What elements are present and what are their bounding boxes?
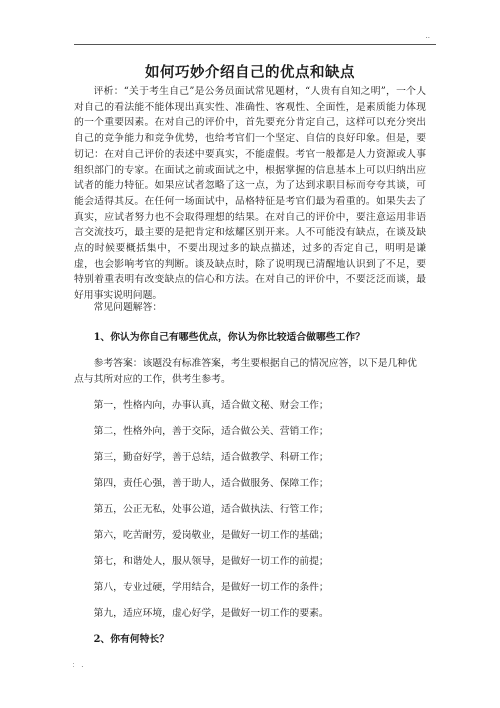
header-rule xyxy=(74,44,436,45)
list-item: 第五，公正无私，处事公道，适合做执法、行管工作； xyxy=(93,504,329,515)
list-item: 第四，责任心强，善于助人，适合做服务、保障工作； xyxy=(93,478,329,489)
list-item: 第一，性格内向，办事认真，适合做文秘、财会工作； xyxy=(93,400,329,411)
list-item: 第八，专业过硬，学用结合，是做好一切工作的条件； xyxy=(93,582,329,593)
header-mark: .. xyxy=(425,32,430,40)
reference-answer: 参考答案：该题没有标准答案，考生要根据自己的情况应答，以下是几种优点与其所对应的工作，供考生参考。 xyxy=(74,358,417,385)
faq-heading: 常见问题解答： xyxy=(93,302,163,313)
list-item: 第六，吃苦耐劳，爱岗敬业，是做好一切工作的基础； xyxy=(93,530,329,541)
question-1: 1、你认为你自己有哪些优点，你认为你比较适合做哪些工作？ xyxy=(93,332,365,343)
list-item: 第七，和谐处人，服从领导，是做好一切工作的前提； xyxy=(93,556,329,567)
list-item: 第九，适应环境，虚心好学，是做好一切工作的要素。 xyxy=(93,608,329,619)
question-2: 2、你有何特长？ xyxy=(93,634,169,645)
list-item: 第三，勤奋好学，善于总结，适合做教学、科研工作； xyxy=(93,452,329,463)
intro-paragraph: 评析：“关于考生自己”是公务员面试常见题材，“人贵有自知之明”，一个人对自己的看法能不能体现出真实性、准确性、客观性、全面性，是素质能力体现的一个重要因素。在对自己的评价中，首先要充分肯定自己，这样可以充分突出自己的竞争能力和竞争优势，也给考官们一个坚定、自信的良好印象。但是，要切记：在对自己评价的表述中要真实，不能虚假。考官一般都是人力资源或人事组织部门的专家。在面试之前或面试之中，根据掌握的信息基本上可以归纳出应试者的能力特征。如果应试者忽略了这一点，为了达到求职目标而夸夸其谈，可能会适得其反。在任何一场面试中，品格特征是考官们最为看重的。如果失去了真实，应试者努力也不会取得理想的结果。在对自己的评价中，要注意运用非语言交流技巧，最主要的是把肯定和炫耀区别开来。人不可能没有缺点，在谈及缺点的时候要概括集中，不要出现过多的缺点描述，过多的否定自己，明明是谦虚，也会影响考官的判断。谈及缺点时，除了说明现已清醒地认识到了不足，要特别着重表明有改变缺点的信心和方法。在对自己的评价中，不要泛泛而谈，最好用事实说明问题。 xyxy=(74,86,426,302)
page-title: 如何巧妙介绍自己的优点和缺点 xyxy=(145,64,355,81)
footer-mark: ： . xyxy=(72,661,84,669)
intro-section xyxy=(74,84,426,304)
list-item: 第二，性格外向，善于交际，适合做公关、营销工作； xyxy=(93,426,329,437)
